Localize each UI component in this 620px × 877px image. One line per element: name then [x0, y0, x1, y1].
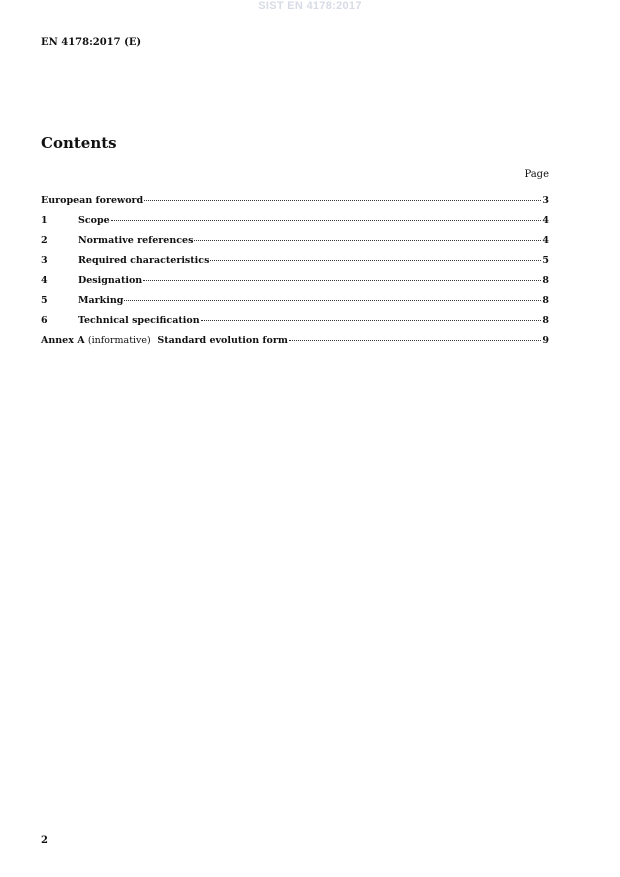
toc-entry-number: 4: [41, 275, 48, 286]
toc-leader-dots: [201, 320, 542, 321]
toc-entry-title: Normative references: [78, 235, 194, 246]
toc-entry-required-characteristics[interactable]: [41, 255, 549, 275]
toc-entry-number: 1: [41, 215, 48, 226]
toc-entry-page: 8: [542, 315, 549, 326]
toc-entry-title: Marking: [78, 295, 124, 306]
watermark-text: SIST EN 4178:2017: [258, 0, 362, 12]
toc-entry-title: Designation: [78, 275, 143, 286]
toc-entry-title: Required characteristics: [78, 255, 210, 266]
table-of-contents: [41, 195, 549, 355]
annex-title: Standard evolution form: [157, 335, 288, 346]
toc-leader-dots: [144, 200, 541, 201]
page-title: Contents: [41, 134, 117, 152]
toc-entry-title: Scope: [78, 215, 110, 226]
page-number: 2: [41, 835, 48, 846]
toc-entry-page: 8: [542, 275, 549, 286]
toc-leader-dots: [210, 260, 541, 261]
toc-leader-dots: [111, 220, 542, 221]
toc-entry-page: 4: [542, 215, 549, 226]
toc-entry-number: 3: [41, 255, 48, 266]
toc-entry-foreword[interactable]: [41, 195, 549, 215]
document-id: EN 4178:2017 (E): [41, 37, 142, 48]
toc-entry-page: 5: [542, 255, 549, 266]
toc-entry-title: [41, 335, 288, 346]
toc-entry-scope[interactable]: [41, 215, 549, 235]
toc-entry-title: European foreword: [41, 195, 144, 206]
toc-entry-page: 9: [542, 335, 549, 346]
toc-entry-designation[interactable]: [41, 275, 549, 295]
toc-entry-page: 8: [542, 295, 549, 306]
page-column-label: Page: [524, 169, 549, 180]
toc-leader-dots: [124, 300, 541, 301]
toc-entry-annex-a[interactable]: [41, 335, 549, 355]
toc-entry-page: 4: [542, 235, 549, 246]
annex-prefix: Annex A: [41, 335, 85, 346]
toc-entry-normative-references[interactable]: [41, 235, 549, 255]
toc-entry-number: 6: [41, 315, 48, 326]
toc-leader-dots: [143, 280, 541, 281]
toc-leader-dots: [289, 340, 541, 341]
toc-entry-technical-specification[interactable]: [41, 315, 549, 335]
annex-qualifier: (informative): [87, 335, 151, 346]
toc-entry-number: 2: [41, 235, 48, 246]
toc-leader-dots: [194, 240, 541, 241]
toc-entry-number: 5: [41, 295, 48, 306]
toc-entry-marking[interactable]: [41, 295, 549, 315]
toc-entry-title: Technical specification: [78, 315, 200, 326]
toc-entry-page: 3: [542, 195, 549, 206]
